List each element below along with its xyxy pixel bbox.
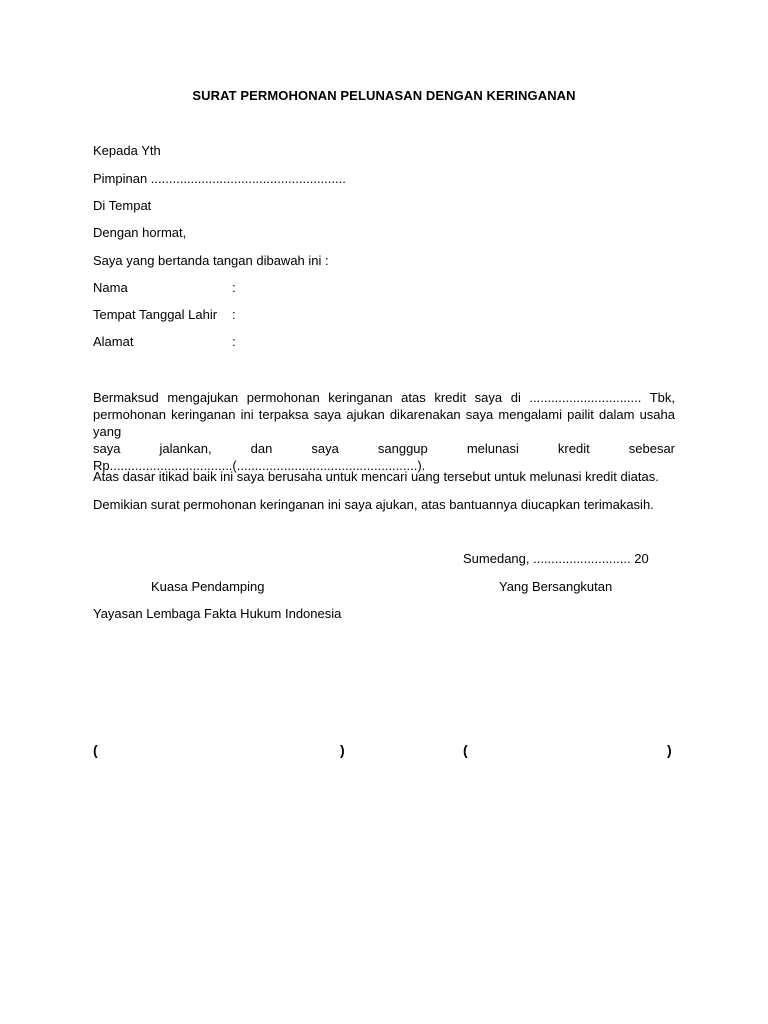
right-signature-open-bracket: ( [463, 742, 468, 758]
left-signatory-role: Kuasa Pendamping [151, 579, 265, 594]
left-signature-close-bracket: ) [340, 742, 345, 758]
field-label-alamat: Alamat [93, 334, 134, 349]
recipient-line-2: Pimpinan ...................................................... [93, 171, 346, 186]
intro-statement: Saya yang bertanda tangan dibawah ini : [93, 253, 329, 268]
right-signatory-role: Yang Bersangkutan [499, 579, 613, 594]
body-paragraph-3: Demikian surat permohonan keringanan ini saya ajukan, atas bantuannya diucapkan terimakasih. [93, 497, 654, 512]
field-colon-ttl: : [232, 307, 236, 322]
body-p1-line-3: saya jalankan, dan saya sanggup melunasi kredit sebesar [93, 441, 675, 456]
body-p1-line-1: Bermaksud mengajukan permohonan keringanan atas kredit saya di ............................... Tbk, [93, 390, 675, 405]
body-p1-line-4: Rp..................................(..................................................). [93, 458, 426, 473]
field-label-ttl: Tempat Tanggal Lahir [93, 307, 218, 322]
field-label-nama: Nama [93, 280, 128, 295]
place-date: Sumedang, ........................... 20 [463, 551, 649, 566]
field-colon-alamat: : [232, 334, 236, 349]
letter-title: SURAT PERMOHONAN PELUNASAN DENGAN KERINGANAN [192, 88, 576, 103]
body-paragraph-1 [93, 389, 675, 474]
recipient-line-1: Kepada Yth [93, 143, 161, 158]
left-signature-open-bracket: ( [93, 742, 98, 758]
organization-name: Yayasan Lembaga Fakta Hukum Indonesia [93, 606, 342, 621]
body-paragraph-2: Atas dasar itikad baik ini saya berusaha untuk mencari uang tersebut untuk melunasi kredit diatas. [93, 469, 659, 484]
recipient-line-3: Di Tempat [93, 198, 152, 213]
body-p1-line-2: permohonan keringanan ini terpaksa saya ajukan dikarenakan saya mengalami pailit dalam usaha yang [93, 407, 675, 439]
greeting: Dengan hormat, [93, 225, 187, 240]
right-signature-close-bracket: ) [667, 742, 672, 758]
field-colon-nama: : [232, 280, 236, 295]
